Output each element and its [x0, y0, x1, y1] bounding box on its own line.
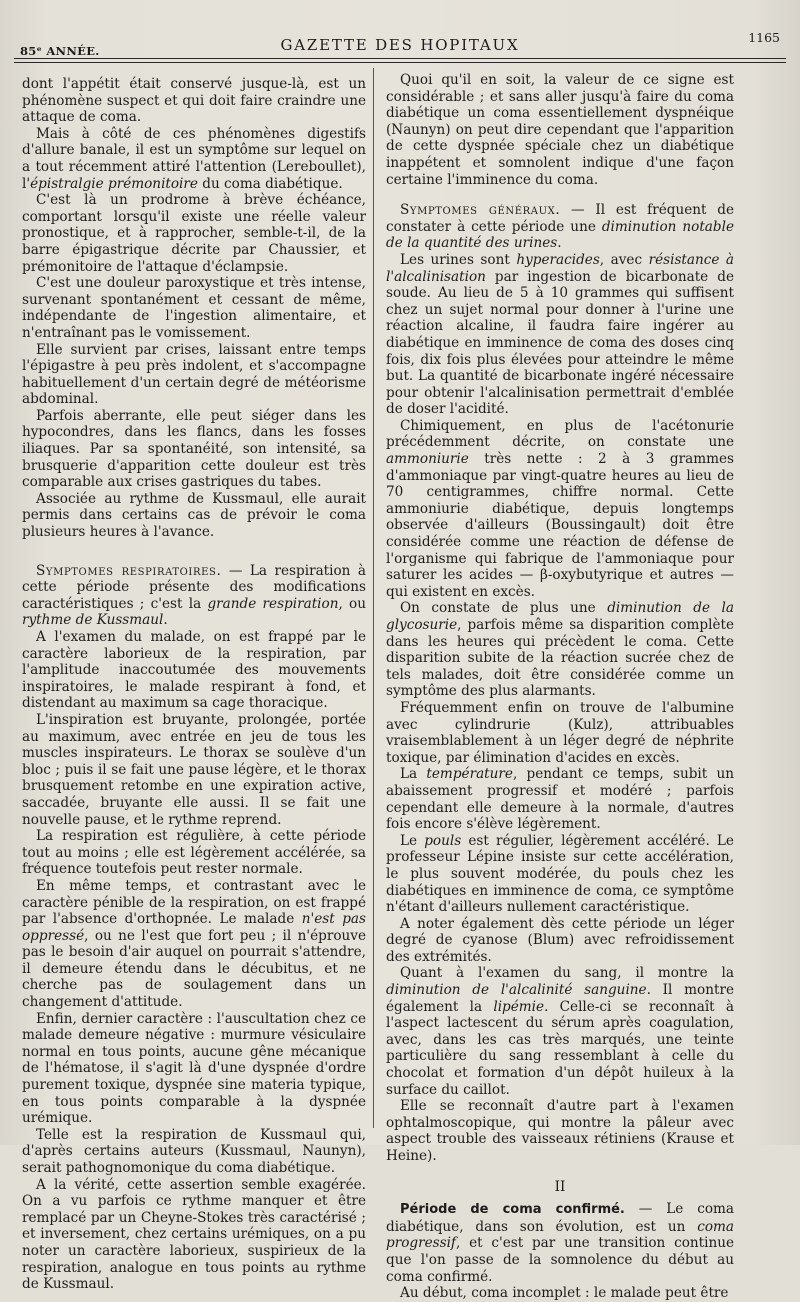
- paragraph: dont l'appétit était conservé jusque-là, est un phénomène suspect et qui doit faire craindre une attaque de coma.: [22, 76, 366, 126]
- column-divider: [373, 68, 374, 1128]
- paragraph: En même temps, et contrastant avec le caractère pénible de la respiration, on est frappé par l'absence d'orthopnée. Le malade n'est pas oppressé, ou ne l'est que fort peu ; il n'éprouve pas le besoin d'air auquel on pourrait s'attendre, il demeure étendu dans le décubitus, et ne cherche pas de soulagement dans un changement d'attitude.: [22, 877, 366, 1011]
- paragraph: Elle se reconnaît d'autre part à l'examen ophtalmoscopique, qui montre la pâleur avec aspect trouble des vaisseaux rétiniens (Krause et Heine).: [386, 1098, 734, 1164]
- header-title: GAZETTE DES HOPITAUX: [280, 36, 520, 54]
- paragraph: Enfin, dernier caractère : l'auscultation chez ce malade demeure négative : murmure vésiculaire normal en tous points, aucune gêne mécanique de l'hématose, il s'agit là d'une dyspnée d'ordre purement toxique, dyspnée sine materia typique, en tous points comparable à la dyspnée urémique.: [22, 1010, 366, 1127]
- section-heading: Symptomes généraux.: [400, 202, 561, 219]
- header-rule-thick: [14, 58, 786, 59]
- section-paragraph-coma: Période de coma confirmé. — Le coma diabétique, dans son évolution, est un coma progressif, et c'est par une transition continue que l'on passe de la somnolence du début au coma confirmé.: [386, 1201, 734, 1285]
- paragraph: A la vérité, cette assertion semble exagérée. On a vu parfois ce rythme manquer et être remplacé par un Cheyne-Stokes très caractérisé ; et inversement, chez certains urémiques, on a pu noter un caractère laborieux, suspirieux de la respiration, analogue en tous points au rythme de Kussmaul.: [22, 1176, 366, 1293]
- left-column: [22, 76, 366, 1293]
- section-number: II: [554, 1178, 566, 1195]
- paragraph: Les urines sont hyperacides, avec résistance à l'alcalinisation par ingestion de bicarbonate de soude. Au lieu de 5 à 10 grammes qui suffisent chez un sujet normal pour donner à l'urine une réaction alcaline, il faudra faire ingérer au diabétique en imminence de coma des doses cinq fois, dix fois plus élevées pour atteindre le même but. La quantité de bicarbonate ingéré nécessaire pour obtenir l'alcalinisation permettrait d'emblée de doser l'acidité.: [386, 251, 735, 418]
- paragraph: Quoi qu'il en soit, la valeur de ce signe est considérable ; et sans aller jusqu'à faire du coma diabétique un coma essentiellement dyspnéique (Naunyn) on peut dire cependant que l'apparition de cette dyspnée spéciale chez un diabétique inappétent et somnolent indique d'une façon certaine l'imminence du coma.: [386, 72, 734, 188]
- paragraph: Telle est la respiration de Kussmaul qui, d'après certains auteurs (Kussmaul, Naunyn), serait pathognomonique du coma diabétique.: [22, 1126, 366, 1176]
- paragraph: A noter également dès cette période un léger degré de cyanose (Blum) avec refroidissement des extrémités.: [386, 915, 734, 965]
- paragraph: Au début, coma incomplet : le malade peut être: [400, 1285, 729, 1302]
- paragraph: C'est là un prodrome à brève échéance, comportant lorsqu'il existe une réelle valeur pronostique, et à rapprocher, semble-t-il, de la barre épigastrique décrite par Chaussier, et prémonitoire de l'attaque d'éclampsie.: [22, 192, 366, 275]
- page-header: [14, 30, 786, 60]
- paragraph: C'est une douleur paroxystique et très intense, survenant spontanément et cessant de même, indépendante de l'ingestion alimentaire, et n'entraînant pas le vomissement.: [22, 275, 366, 341]
- paragraph: Quant à l'examen du sang, il montre la diminution de l'alcalinité sanguine. Il montre également la lipémie. Celle-ci se reconnaît à l'aspect lactescent du sérum après coagulation, avec, dans les cas très marqués, une teinte particulière du sang ressemblant à celle du chocolat et formation d'un dépôt huileux à la surface du caillot.: [386, 965, 734, 1098]
- paragraph: Le pouls est régulier, légèrement accéléré. Le professeur Lépine insiste sur cette accélération, le plus souvent modérée, du pouls chez les diabétiques en imminence de coma, ce symptôme n'étant d'ailleurs nullement caractéristique.: [386, 832, 734, 916]
- header-page-number: 1165: [748, 30, 780, 45]
- paragraph: La respiration est régulière, à cette période tout au moins ; elle est légèrement accélérée, sa fréquence toutefois peut rester normale.: [22, 828, 366, 878]
- paragraph: L'inspiration est bruyante, prolongée, portée au maximum, avec entrée en jeu de tous les muscles inspirateurs. Le thorax se soulève d'un bloc ; puis il se fait une pause légère, et le thorax brusquement retombe en une expiration active, saccadée, bruyante elle aussi. Il se fait une nouvelle pause, et le rythme reprend.: [22, 711, 366, 828]
- section-heading: Période de coma confirmé.: [400, 1202, 625, 1218]
- section-paragraph-respiratoires: Symptomes respiratoires. — La respiration à cette période présente des modifications caractéristiques ; c'est la grande respiration, ou rythme de Kussmaul.: [22, 562, 366, 629]
- paragraph: Parfois aberrante, elle peut siéger dans les hypocondres, dans les flancs, dans les fosses iliaques. Par sa spontanéité, son intensité, sa brusquerie d'apparition cette douleur est très comparable aux crises gastriques du tabes.: [22, 407, 366, 491]
- section-heading: Symptomes respiratoires.: [36, 562, 222, 579]
- paragraph: Fréquemment enfin on trouve de l'albumine avec cylindrurie (Kulz), attribuables vraisemblablement à un léger degré de néphrite toxique, par élimination d'acides en excès.: [386, 699, 734, 766]
- paragraph: Elle survient par crises, laissant entre temps l'épigastre à peu près indolent, et s'accompagne habituellement d'un certain degré de météorisme abdominal.: [22, 341, 366, 408]
- paragraph: Associée au rythme de Kussmaul, elle aurait permis dans certains cas de prévoir le coma plusieurs heures à l'avance.: [22, 490, 366, 541]
- header-year: 85ᵉ ANNÉE.: [20, 44, 100, 58]
- section-paragraph-generaux: Symptomes généraux. — Il est fréquent de constater à cette période une diminution notable de la quantité des urines.: [386, 202, 734, 252]
- paragraph: Chimiquement, en plus de l'acétonurie précédemment décrite, on constate une ammoniurie très nette : 2 à 3 grammes d'ammoniaque par vingt-quatre heures au lieu de 70 centigrammes, chiffre normal. Cette ammoniurie diabétique, depuis longtemps observée d'ailleurs (Boussingault) doit être considérée comme une réaction de défense de l'organisme qui fabrique de l'ammoniaque pour saturer les acides — β-oxybutyrique et autres — qui existent en excès.: [386, 417, 734, 600]
- right-column: [386, 72, 734, 1302]
- paragraph: Mais à côté de ces phénomènes digestifs d'allure banale, il est un symptôme sur lequel on a tout récemment attiré l'attention (Lereboullet), l'épistralgie prémonitoire du coma diabétique.: [22, 125, 366, 192]
- paragraph: La température, pendant ce temps, subit un abaissement progressif et modéré ; parfois cependant elle demeure à la normale, d'autres fois encore s'élève légèrement.: [386, 766, 735, 833]
- paragraph: A l'examen du malade, on est frappé par le caractère laborieux de la respiration, par l'amplitude inaccoutumée des mouvements inspiratoires, le malade respirant à fond, et distendant au maximum sa cage thoracique.: [22, 629, 366, 712]
- paragraph: On constate de plus une diminution de la glycosurie, parfois même sa disparition complète dans les heures qui précèdent le coma. Cette disparition subite de la réaction sucrée chez de tels malades, doit être considérée comme un symptôme des plus alarmants.: [386, 600, 734, 700]
- header-rule-thin: [14, 62, 786, 63]
